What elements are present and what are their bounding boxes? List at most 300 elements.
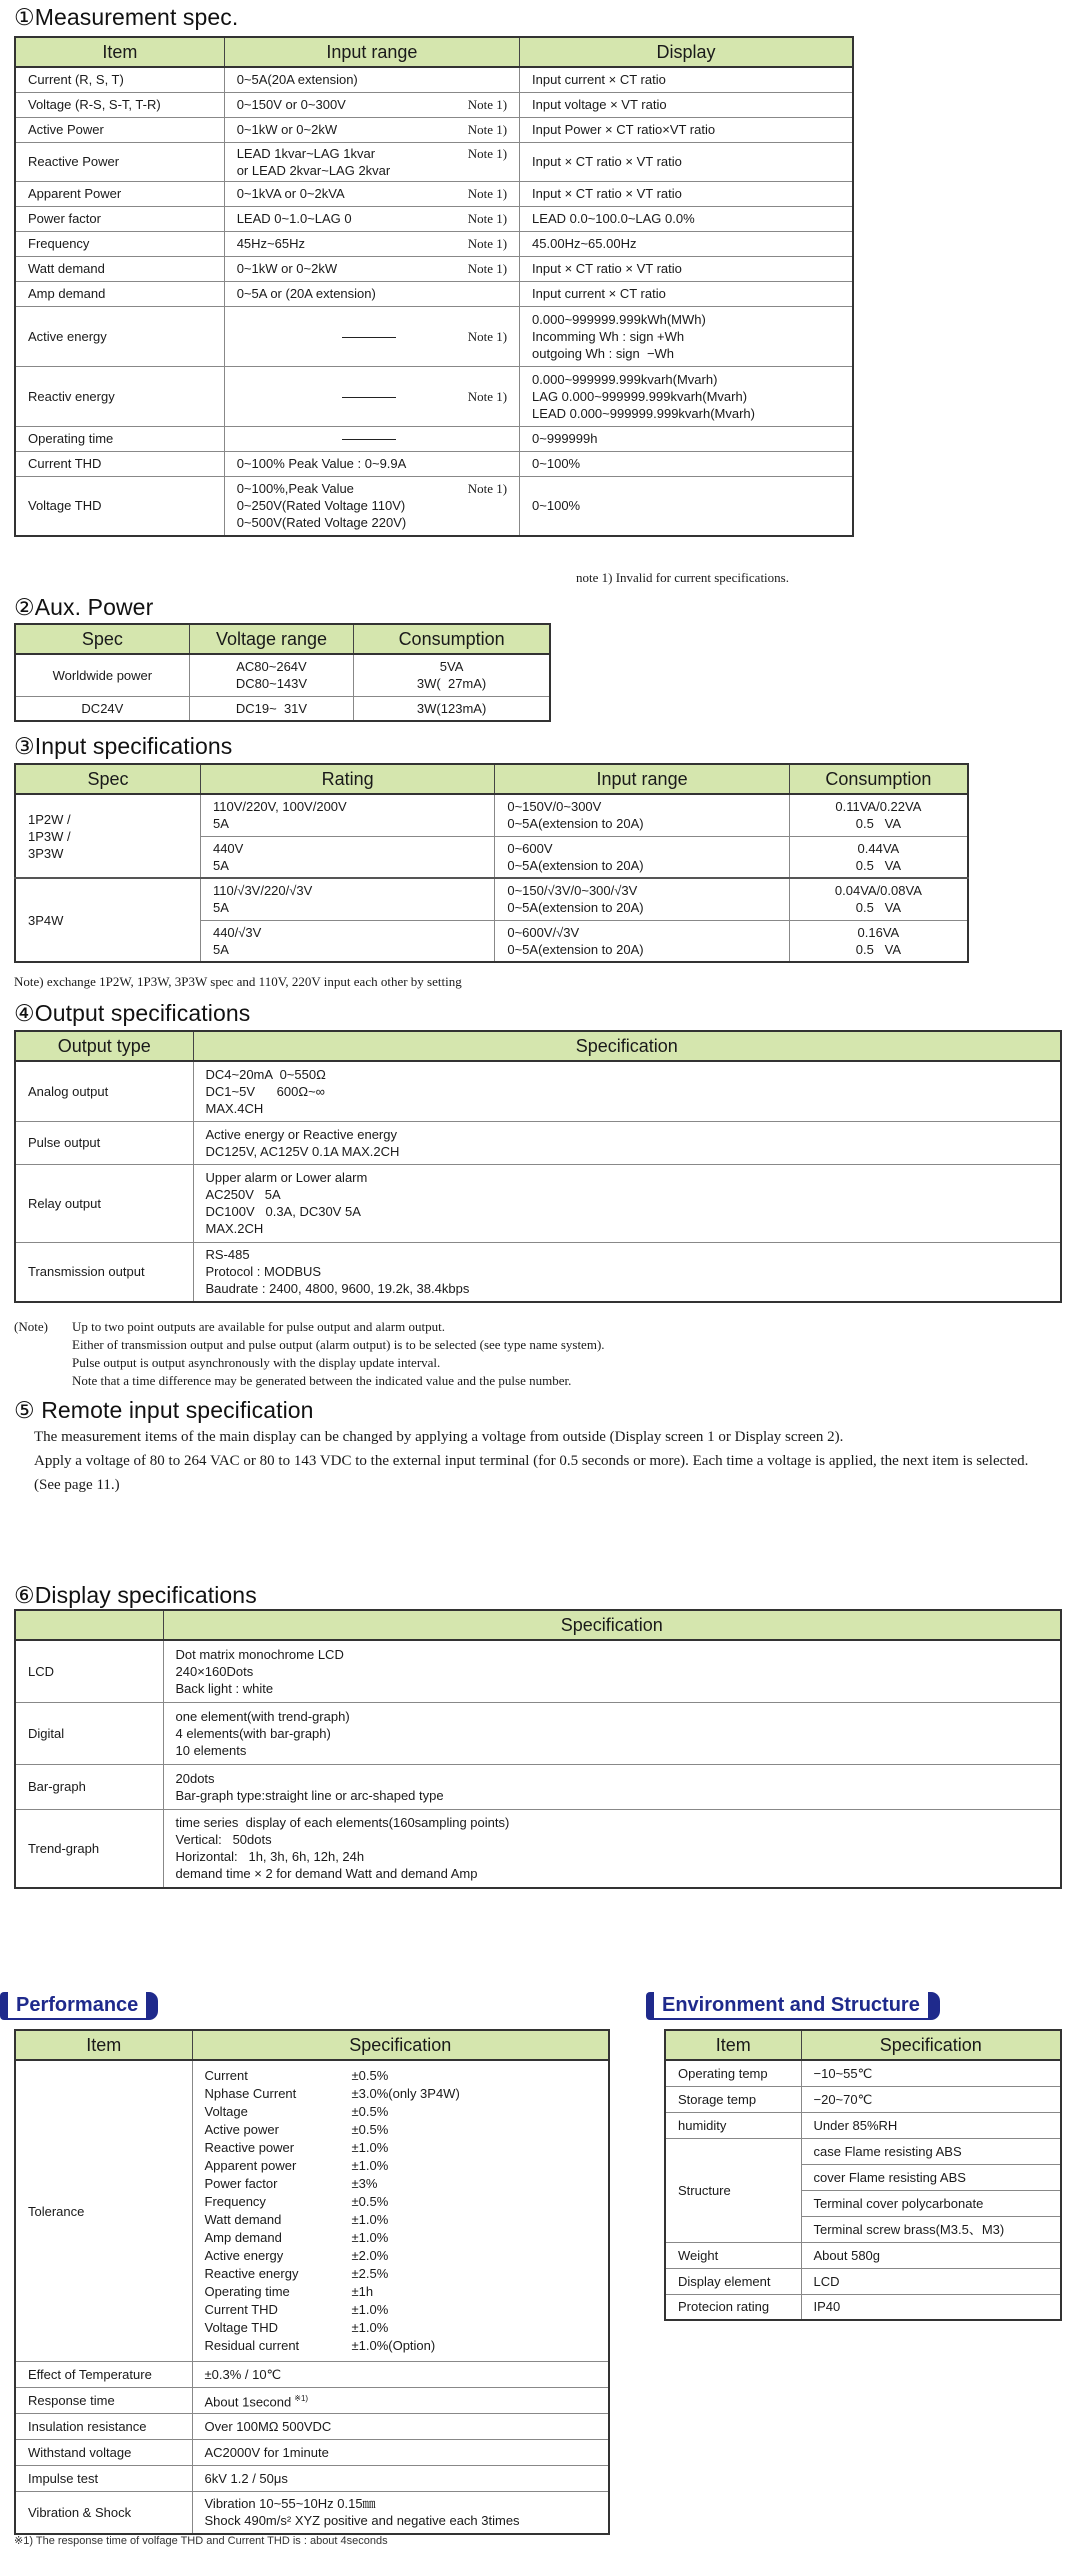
col-header: Specification	[193, 1031, 1061, 1061]
table-row	[665, 2060, 1061, 2086]
cell-line: 5A	[212, 857, 229, 873]
cell-line: LEAD 0.000~999999.999kvarh(Mvarh)	[532, 405, 755, 421]
cell-line: Input × CT ratio × VT ratio	[532, 261, 682, 276]
cell-line: outgoing Wh : sign −Wh	[532, 345, 675, 361]
input-range-cell	[224, 142, 519, 181]
cell-line: 0.000~999999.999kvarh(Mvarh)	[532, 371, 718, 387]
cell-line: 0~600V	[507, 840, 553, 856]
cell-line: 0~100%,Peak Value	[236, 481, 354, 497]
tolerance-value: ±0.5%	[351, 2194, 389, 2209]
row-spec: DC24V	[15, 696, 189, 721]
performance-badge	[0, 1992, 158, 2020]
remote-input-paragraph: The measurement items of the main display can be changed by applying a voltage from outside (Display screen 1 or Display screen 2).	[34, 1429, 844, 1445]
table-row	[15, 2492, 609, 2534]
table-row	[15, 2414, 609, 2440]
col-header: Spec	[15, 764, 200, 794]
tolerance-name: Power factor	[204, 2176, 278, 2191]
table-row	[665, 2112, 1061, 2138]
table-row	[15, 696, 550, 721]
row-spec: Worldwide power	[15, 654, 189, 696]
cell-line: 5VA	[439, 659, 464, 675]
row-item: Active Power	[15, 117, 224, 142]
environment-spec-cell: LCD	[801, 2268, 1061, 2294]
cell-line: 0~5A(extension to 20A)	[507, 941, 644, 957]
badge-right-cap	[146, 1992, 158, 2020]
cell-line: 440/√3V	[212, 924, 262, 940]
row-item: Insulation resistance	[15, 2414, 192, 2440]
table-row	[665, 2138, 1061, 2164]
row-item: Weight	[665, 2242, 801, 2268]
badge-right-cap	[928, 1992, 940, 2020]
environment-spec-cell: −10~55℃	[801, 2060, 1061, 2086]
tolerance-list	[192, 2060, 609, 2362]
cell-line: Vibration 10~55~10Hz 0.15㎜	[204, 2496, 376, 2512]
col-header: Specification	[163, 1610, 1061, 1640]
output-spec-cell	[193, 1164, 1061, 1242]
display-cell	[520, 67, 853, 92]
cell-line: Input current × CT ratio	[532, 72, 666, 88]
cell-line: 20dots	[175, 1770, 215, 1786]
environment-spec-cell: cover Flame resisting ABS	[801, 2164, 1061, 2190]
table-row	[15, 256, 853, 281]
row-item: Amp demand	[15, 281, 224, 306]
table-row	[15, 142, 853, 181]
table-row	[15, 231, 853, 256]
col-header: Input range	[224, 37, 519, 67]
tolerance-value: ±3.0%(only 3P4W)	[351, 2086, 460, 2101]
output-spec-cell	[193, 1061, 1061, 1121]
table-row	[665, 2268, 1061, 2294]
tolerance-name: Voltage THD	[204, 2320, 278, 2335]
col-header: Rating	[200, 764, 494, 794]
performance-table	[14, 2029, 610, 2535]
table-row	[15, 2466, 609, 2492]
cell-line: ±0.3% / 10℃	[204, 2367, 282, 2382]
row-item: Structure	[665, 2138, 801, 2242]
note-1-marker: Note 1)	[467, 328, 508, 344]
section-title-measurement: ①Measurement spec.	[14, 4, 239, 30]
performance-spec-cell	[192, 2492, 609, 2534]
cell-line: 0.5 VA	[855, 816, 902, 832]
rating-cell	[200, 878, 494, 920]
row-item: Current (R, S, T)	[15, 67, 224, 92]
display-cell	[520, 92, 853, 117]
cell-line: DC125V, AC125V 0.1A MAX.2CH	[205, 1143, 400, 1159]
table-row	[15, 878, 968, 920]
cell-line: DC19~ 31V	[235, 700, 308, 716]
environment-table	[664, 2029, 1062, 2321]
table-row	[665, 2294, 1061, 2320]
cell-line: 0~150/√3V/0~300/√3V	[507, 883, 638, 899]
section-title-output: ④Output specifications	[14, 1000, 251, 1026]
row-item: Operating time	[15, 426, 224, 451]
display-spec-cell	[163, 1702, 1061, 1764]
row-spec	[15, 878, 200, 962]
table-row	[15, 451, 853, 476]
col-header: Item	[15, 37, 224, 67]
tolerance-value: ±3%	[351, 2176, 378, 2191]
cell-line: Over 100MΩ 500VDC	[204, 2419, 332, 2434]
tolerance-value: ±1.0%	[351, 2140, 389, 2155]
table-row	[15, 1242, 1061, 1302]
input-range-cell	[224, 366, 519, 426]
table-row	[15, 426, 853, 451]
cell-line: Input voltage × VT ratio	[532, 97, 667, 112]
row-item: Active energy	[15, 306, 224, 366]
table-row	[665, 2086, 1061, 2112]
cell-line: RS-485	[205, 1247, 250, 1263]
row-item: Apparent Power	[15, 181, 224, 206]
table-row	[15, 92, 853, 117]
tolerance-name: Residual current	[204, 2338, 300, 2353]
col-header: Consumption	[354, 624, 550, 654]
tolerance-name: Amp demand	[204, 2230, 282, 2245]
display-cell	[520, 281, 853, 306]
cell-line: 0.11VA/0.22VA	[835, 799, 922, 815]
performance-title: Performance	[8, 1992, 146, 2020]
row-item: Bar-graph	[15, 1764, 163, 1809]
tolerance-name: Frequency	[204, 2194, 266, 2209]
tolerance-name: Reactive power	[204, 2140, 295, 2155]
row-item: Withstand voltage	[15, 2440, 192, 2466]
output-note-line: Note that a time difference may be generated between the indicated value and the pulse number.	[72, 1373, 572, 1388]
table-row	[15, 181, 853, 206]
cell-line: 6kV 1.2 / 50μs	[204, 2471, 288, 2486]
cell-line: DC4~20mA 0~550Ω	[205, 1066, 326, 1082]
cell-line: 0~150V/0~300V	[507, 799, 602, 815]
dash-icon	[342, 439, 396, 440]
environment-spec-cell: About 580g	[801, 2242, 1061, 2268]
aux-power-table	[14, 623, 551, 722]
environment-title: Environment and Structure	[654, 1992, 928, 2020]
display-spec-cell	[163, 1640, 1061, 1702]
cell-line: Input Power × CT ratio×VT ratio	[532, 122, 716, 137]
table-row	[15, 2362, 609, 2388]
badge-left-cap	[646, 1992, 654, 2020]
cell-line: AC250V 5A	[205, 1187, 281, 1202]
row-item: Display element	[665, 2268, 801, 2294]
col-header: Input range	[495, 764, 789, 794]
consumption-cell	[789, 920, 968, 962]
col-header	[15, 1610, 163, 1640]
cell-line: AC2000V for 1minute	[204, 2445, 329, 2460]
cell-line: 0.04VA/0.08VA	[834, 883, 922, 899]
table-row	[15, 2060, 609, 2362]
voltage-range-cell	[189, 696, 353, 721]
cell-line: LEAD 1kvar~LAG 1kvar	[236, 145, 376, 161]
cell-line: 0~1kVA or 0~2kVA	[236, 186, 345, 201]
output-spec-table	[14, 1030, 1062, 1303]
col-header: Display	[520, 37, 853, 67]
environment-spec-cell: Under 85%RH	[801, 2112, 1061, 2138]
col-header: Output type	[15, 1031, 193, 1061]
note-1-marker: Note 1)	[467, 388, 508, 404]
output-note-line: Up to two point outputs are available for pulse output and alarm output.	[72, 1319, 445, 1334]
tolerance-value: ±1h	[351, 2284, 374, 2299]
col-header: Specification	[192, 2030, 609, 2060]
cell-line: demand time × 2 for demand Watt and demand Amp	[175, 1866, 478, 1882]
consumption-cell	[354, 696, 550, 721]
cell-line: Back light : white	[175, 1680, 274, 1696]
tolerance-value: ±1.0%	[351, 2212, 389, 2227]
cell-line: one element(with trend-graph)	[175, 1708, 350, 1724]
tolerance-name: Reactive energy	[204, 2266, 299, 2281]
output-type: Analog output	[15, 1061, 193, 1121]
display-spec-cell	[163, 1764, 1061, 1809]
tolerance-name: Current THD	[204, 2302, 278, 2317]
row-spec	[15, 794, 200, 878]
input-range-cell	[224, 451, 519, 476]
cell-line: MAX.2CH	[205, 1221, 264, 1236]
display-cell	[520, 142, 853, 181]
cell-line: 0~500V(Rated Voltage 220V)	[236, 515, 407, 531]
cell-line: Active energy or Reactive energy	[205, 1126, 397, 1142]
voltage-range-cell	[189, 654, 353, 696]
tolerance-name: Nphase Current	[204, 2086, 297, 2101]
dash-icon	[342, 337, 396, 338]
row-item: Reactiv energy	[15, 366, 224, 426]
environment-badge	[646, 1992, 940, 2020]
row-item: Digital	[15, 1702, 163, 1764]
col-header: Consumption	[789, 764, 968, 794]
cell-line: 110V/220V, 100V/200V	[212, 799, 347, 815]
table-row	[15, 1809, 1061, 1888]
cell-line: time series display of each elements(160sampling points)	[175, 1815, 510, 1831]
tolerance-value: ±1.0%	[351, 2320, 389, 2335]
row-item: Frequency	[15, 231, 224, 256]
cell-line: 0.5 VA	[855, 941, 902, 957]
row-item: Effect of Temperature	[15, 2362, 192, 2388]
section-title-remote-input: ⑤ Remote input specification	[14, 1397, 314, 1423]
cell-line: Input × CT ratio × VT ratio	[532, 186, 682, 201]
cell-line: 0~100%	[532, 456, 581, 471]
row-item: Vibration & Shock	[15, 2492, 192, 2534]
measurement-footnote: note 1) Invalid for current specifications.	[576, 570, 789, 585]
cell-line: 0~5A(20A extension)	[236, 72, 358, 88]
cell-line: MAX.4CH	[205, 1100, 264, 1116]
row-item: Trend-graph	[15, 1809, 163, 1888]
table-row	[15, 366, 853, 426]
cell-line: 0~5A or (20A extension)	[236, 286, 376, 301]
consumption-cell	[789, 836, 968, 878]
table-row	[15, 2388, 609, 2414]
cell-line: 1P3W /	[28, 828, 71, 844]
row-item: Protecion rating	[665, 2294, 801, 2320]
input-spec-table	[14, 763, 969, 963]
cell-line: 0~5A(extension to 20A)	[507, 816, 644, 832]
cell-line: 0~5A(extension to 20A)	[507, 857, 644, 873]
tolerance-value: ±0.5%	[351, 2104, 389, 2119]
tolerance-value: ±1.0%	[351, 2230, 389, 2245]
output-type: Relay output	[15, 1164, 193, 1242]
performance-footnote: ※1) The response time of volfage THD and Current THD is : about 4seconds	[14, 2535, 388, 2547]
table-row	[15, 476, 853, 536]
row-item: Tolerance	[15, 2060, 192, 2362]
consumption-cell	[354, 654, 550, 696]
cell-line: 4 elements(with bar-graph)	[175, 1725, 331, 1741]
tolerance-value: ±1.0%(Option)	[351, 2338, 436, 2353]
table-row	[15, 67, 853, 92]
note-1-marker: Note 1)	[467, 481, 508, 497]
display-cell	[520, 256, 853, 281]
cell-line: 1P2W /	[28, 811, 71, 827]
output-note-label: (Note)	[14, 1319, 48, 1334]
note-1-marker: Note 1)	[467, 97, 508, 112]
performance-spec-cell	[192, 2440, 609, 2466]
input-range-cell	[224, 281, 519, 306]
output-notes	[14, 1318, 1054, 1390]
cell-line: 110/√3V/220/√3V	[212, 883, 313, 899]
input-range-cell	[224, 231, 519, 256]
section-title-aux-power: ②Aux. Power	[14, 594, 154, 620]
input-range-cell	[224, 181, 519, 206]
cell-line: 0.5 VA	[855, 900, 902, 916]
cell-line: LAG 0.000~999999.999kvarh(Mvarh)	[532, 388, 748, 404]
tolerance-name: Operating time	[204, 2284, 290, 2299]
tolerance-name: Active energy	[204, 2248, 284, 2263]
cell-line: Input × CT ratio × VT ratio	[532, 154, 682, 169]
cell-line: 0~100% Peak Value : 0~9.9A	[236, 456, 407, 471]
cell-line: About 1second	[204, 2394, 292, 2410]
table-row	[15, 1164, 1061, 1242]
row-item: Power factor	[15, 206, 224, 231]
performance-spec-cell	[192, 2388, 609, 2414]
table-row	[15, 1640, 1061, 1702]
output-type: Pulse output	[15, 1121, 193, 1164]
cell-line: AC80~264V	[236, 659, 307, 675]
environment-spec-cell: case Flame resisting ABS	[801, 2138, 1061, 2164]
tolerance-value: ±1.0%	[351, 2302, 389, 2317]
measurement-spec-table	[14, 36, 854, 537]
consumption-cell	[789, 794, 968, 836]
row-item: Storage temp	[665, 2086, 801, 2112]
input-range-cell	[224, 206, 519, 231]
cell-line: 0.44VA	[857, 840, 900, 856]
display-cell	[520, 181, 853, 206]
input-range-cell	[224, 476, 519, 536]
input-range-cell	[224, 92, 519, 117]
output-spec-cell	[193, 1242, 1061, 1302]
display-cell	[520, 366, 853, 426]
remote-input-text	[34, 1425, 1062, 1497]
table-row	[665, 2242, 1061, 2268]
section-title-display: ⑥Display specifications	[14, 1582, 257, 1608]
note-1-marker: Note 1)	[467, 145, 508, 161]
cell-line: 45Hz~65Hz	[236, 236, 305, 251]
table-row	[15, 794, 968, 836]
cell-line: 5A	[212, 816, 229, 832]
row-item: Operating temp	[665, 2060, 801, 2086]
display-cell	[520, 476, 853, 536]
cell-line: Bar-graph type:straight line or arc-shaped type	[175, 1787, 444, 1803]
col-header: Item	[665, 2030, 801, 2060]
environment-spec-cell: −20~70℃	[801, 2086, 1061, 2112]
cell-line: DC80~143V	[235, 676, 308, 692]
performance-spec-cell	[192, 2362, 609, 2388]
cell-line: Baudrate : 2400, 4800, 9600, 19.2k, 38.4kbps	[205, 1281, 470, 1297]
cell-line: 240×160Dots	[175, 1663, 254, 1679]
tolerance-name: Current	[204, 2068, 248, 2083]
output-type: Transmission output	[15, 1242, 193, 1302]
cell-line: 3P3W	[28, 845, 64, 861]
footnote-marker: ※1)	[294, 2394, 309, 2404]
table-row	[15, 1121, 1061, 1164]
environment-spec-cell: Terminal screw brass(M3.5、M3)	[801, 2216, 1061, 2242]
rating-cell	[200, 794, 494, 836]
cell-line: LEAD 0.0~100.0~LAG 0.0%	[532, 211, 695, 226]
display-cell	[520, 206, 853, 231]
input-range-cell	[495, 836, 789, 878]
cell-line: 440V	[212, 840, 244, 856]
cell-line: 0~100%	[532, 498, 581, 514]
cell-line: 0.16VA	[857, 924, 900, 940]
display-cell	[520, 231, 853, 256]
cell-line: Input current × CT ratio	[532, 286, 666, 301]
rating-cell	[200, 920, 494, 962]
input-range-cell	[495, 794, 789, 836]
cell-line: Vertical: 50dots	[175, 1832, 272, 1848]
cell-line: DC100V 0.3A, DC30V 5A	[205, 1204, 361, 1219]
table-row	[15, 281, 853, 306]
row-item: Response time	[15, 2388, 192, 2414]
input-range-cell	[224, 256, 519, 281]
table-row	[15, 306, 853, 366]
display-spec-cell	[163, 1809, 1061, 1888]
tolerance-name: Voltage	[204, 2104, 248, 2119]
cell-line: 0~150V or 0~300V	[236, 97, 346, 112]
display-cell	[520, 426, 853, 451]
col-header: Item	[15, 2030, 192, 2060]
cell-line: 5A	[212, 900, 229, 916]
note-1-marker: Note 1)	[467, 261, 508, 276]
cell-line: 0~999999h	[532, 431, 598, 446]
cell-line: 45.00Hz~65.00Hz	[532, 236, 637, 251]
row-item: Watt demand	[15, 256, 224, 281]
table-row	[15, 1061, 1061, 1121]
cell-line: or LEAD 2kvar~LAG 2kvar	[236, 162, 391, 178]
cell-line: 0~600V/√3V	[507, 924, 580, 940]
display-cell	[520, 306, 853, 366]
cell-line: 10 elements	[175, 1742, 247, 1758]
cell-line: 5A	[212, 941, 229, 957]
cell-line: Protocol : MODBUS	[205, 1264, 322, 1280]
row-item: Current THD	[15, 451, 224, 476]
cell-line: Shock 490m/s² XYZ positive and negative each 3times	[204, 2513, 520, 2529]
cell-line: 0.000~999999.999kWh(MWh)	[532, 311, 706, 327]
tolerance-value: ±2.5%	[351, 2266, 389, 2281]
note-1-marker: Note 1)	[467, 122, 508, 137]
display-spec-table	[14, 1609, 1062, 1889]
input-range-cell	[495, 878, 789, 920]
table-row	[15, 2440, 609, 2466]
table-row	[15, 1764, 1061, 1809]
input-range-cell	[224, 117, 519, 142]
input-range-cell	[495, 920, 789, 962]
row-item: Reactive Power	[15, 142, 224, 181]
remote-input-paragraph: Apply a voltage of 80 to 264 VAC or 80 to 143 VDC to the external input terminal (for 0.5 seconds or more). Each time a voltage is applied, the next item is selected.	[34, 1453, 1029, 1469]
environment-spec-cell: IP40	[801, 2294, 1061, 2320]
cell-line: 0~5A(extension to 20A)	[507, 900, 644, 916]
input-spec-note: Note) exchange 1P2W, 1P3W, 3P3W spec and 110V, 220V input each other by setting	[14, 974, 462, 989]
cell-line: 0.5 VA	[855, 857, 902, 873]
note-1-marker: Note 1)	[467, 186, 508, 201]
tolerance-name: Apparent power	[204, 2158, 297, 2173]
tolerance-value: ±0.5%	[351, 2122, 389, 2137]
row-item: LCD	[15, 1640, 163, 1702]
table-row	[15, 654, 550, 696]
cell-line: LEAD 0~1.0~LAG 0	[236, 211, 352, 226]
row-item: Voltage (R-S, S-T, T-R)	[15, 92, 224, 117]
